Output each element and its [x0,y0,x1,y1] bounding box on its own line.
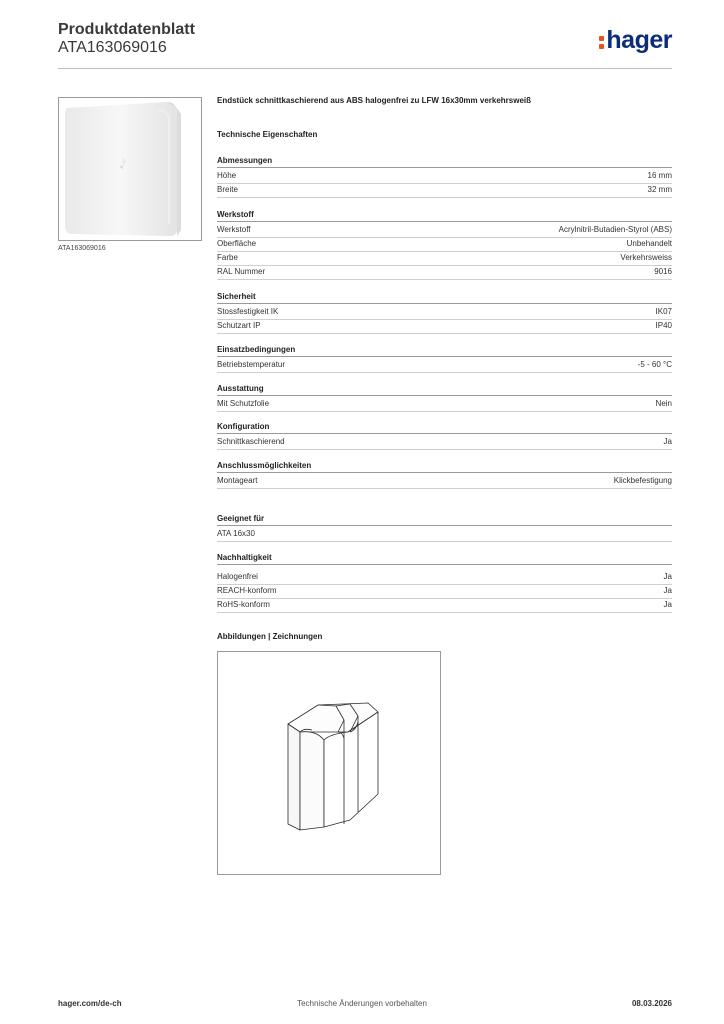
spec-value: Klickbefestigung [613,476,672,485]
spec-key: Stossfestigkeit IK [217,307,279,316]
spec-value: Unbehandelt [626,239,672,248]
section-title-abmessungen: Abmessungen [217,155,672,168]
spec-value: 9016 [654,267,672,276]
header-divider [58,68,672,69]
spec-row [217,223,672,238]
technical-properties-heading: Technische Eigenschaften [217,130,318,139]
spec-row [217,169,672,184]
spec-value: Verkehrsweiss [620,253,672,262]
end-cap-drawing-icon [218,652,440,874]
product-image [58,97,202,241]
spec-value: IP40 [655,321,672,330]
spec-row [217,251,672,266]
footer-website-link[interactable]: hager.com/de-ch [58,999,122,1008]
spec-key: Breite [217,185,238,194]
section-title-geeignet-fuer: Geeignet für [217,513,672,526]
spec-key: Höhe [217,171,237,180]
section-title-konfiguration: Konfiguration [217,421,672,434]
spec-key: RAL Nummer [217,267,266,276]
spec-value: 32 mm [647,185,672,194]
spec-key: RoHS-konform [217,600,270,609]
spec-key: Montageart [217,476,258,485]
spec-key: Oberfläche [217,239,257,248]
spec-key: Werkstoff [217,225,251,234]
section-title-werkstoff: Werkstoff [217,209,672,222]
technical-drawing [217,651,441,875]
logo-colon-icon [599,33,604,49]
spec-value: -5 - 60 °C [637,360,672,369]
spec-key: Schutzart IP [217,321,261,330]
spec-row [217,305,672,320]
spec-row [217,358,672,373]
spec-value: Ja [663,586,672,595]
footer-date: 08.03.2026 [631,999,672,1008]
product-photo-icon [59,98,201,240]
spec-value: 16 mm [647,171,672,180]
section-title-einsatzbedingungen: Einsatzbedingungen [217,344,672,357]
footer-notice: Technische Änderungen vorbehalten [297,999,427,1008]
section-title-nachhaltigkeit: Nachhaltigkeit [217,552,672,565]
spec-row [217,265,672,280]
hager-logo[interactable] [599,26,672,55]
spec-key: Mit Schutzfolie [217,399,270,408]
spec-key: ATA 16x30 [217,529,255,538]
spec-row [217,397,672,412]
spec-key: Farbe [217,253,238,262]
spec-key: Betriebstemperatur [217,360,286,369]
spec-value: Ja [663,572,672,581]
spec-value: Ja [663,600,672,609]
spec-row [217,598,672,613]
spec-value: Acrylnitril-Butadien-Styrol (ABS) [558,225,672,234]
section-title-ausstattung: Ausstattung [217,383,672,396]
spec-row [217,570,672,585]
section-title-anschlussmoeglichkeiten: Anschlussmöglichkeiten [217,460,672,473]
spec-key: REACH-konform [217,586,277,595]
spec-row [217,527,672,542]
spec-row [217,435,672,450]
product-description: Endstück schnittkaschierend aus ABS halogenfrei zu LFW 16x30mm verkehrsweiß [217,96,532,105]
spec-value: Nein [655,399,672,408]
spec-row [217,319,672,334]
spec-row [217,474,672,489]
spec-row [217,183,672,198]
section-title-sicherheit: Sicherheit [217,291,672,304]
article-number: ATA163069016 [58,39,167,56]
spec-value: IK07 [655,307,672,316]
spec-row [217,584,672,599]
spec-key: Schnittkaschierend [217,437,285,446]
spec-row [217,237,672,252]
spec-key: Halogenfrei [217,572,258,581]
section-title-abbildungen: Abbildungen | Zeichnungen [217,632,323,641]
logo-wordmark: hager [606,26,672,54]
spec-value: Ja [663,437,672,446]
product-image-caption: ATA163069016 [58,245,106,252]
document-title: Produktdatenblatt [58,21,195,38]
svg-text:✕ ⁄ ⁄: ✕ ⁄ ⁄ [119,158,129,171]
